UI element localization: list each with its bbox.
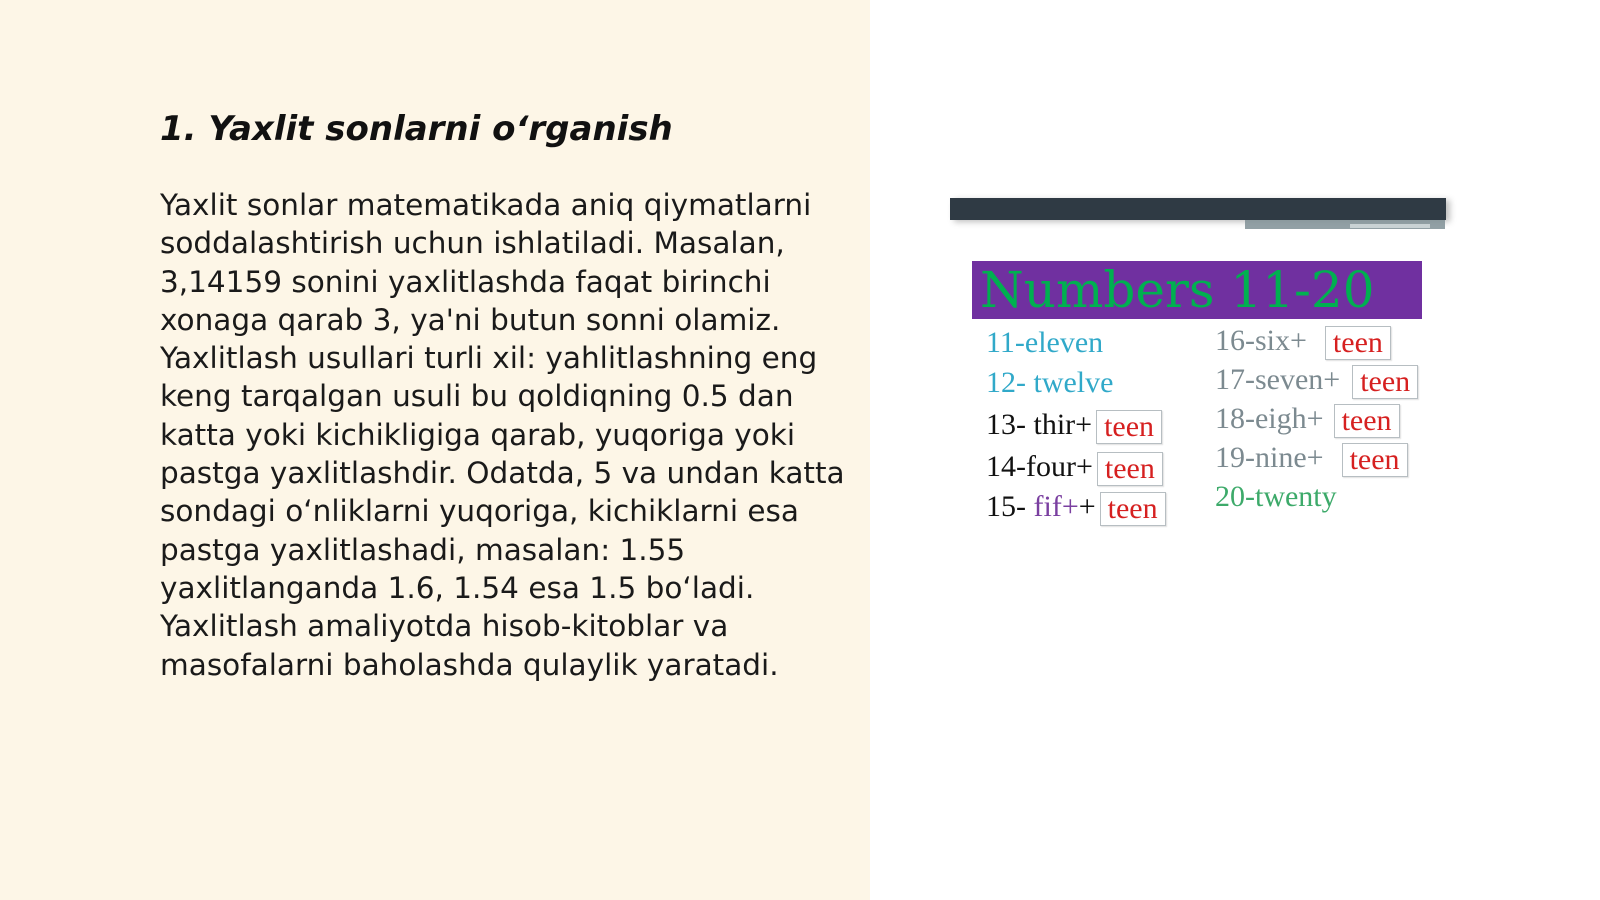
number-label: 18-eigh+ (1215, 402, 1324, 435)
teen-suffix-box: teen (1097, 452, 1163, 486)
numbers-figure (950, 198, 1452, 550)
number-label: 17-seven+ (1215, 363, 1341, 396)
number-row-17 (1215, 363, 1418, 399)
number-label: 14- (986, 450, 1026, 483)
number-row-13 (986, 408, 1162, 444)
slide-body-text: Yaxlit sonlar matematikada aniq qiymatlarni soddalashtirish uchun ishlatiladi. Masalan, 3,14159 sonini yaxlitlashda faqat birinchi xonaga qarab 3, ya'ni butun sonni olamiz. Yaxlitlash usullari turli xil: yahlitlashning eng keng tarqalgan usuli bu qoldiqning 0.5 dan katta yoki kichikligiga qarab, yuqoriga yoki pastga yaxlitlashdir. Odatda, 5 va undan katta sondagi o‘nliklarni yuqoriga, kichiklarni esa pastga yaxlitlashadi, masalan: 1.55 yaxlitlanganda 1.6, 1.54 esa 1.5 bo‘ladi. Yaxlitlash amaliyotda hisob-kitoblar va masofalarni baholashda qulaylik yaratadi. (160, 188, 845, 682)
number-label: 13- (986, 408, 1034, 441)
number-label: 20-twenty (1215, 480, 1337, 513)
number-stem: thir+ (1033, 408, 1093, 441)
number-row-12 (986, 366, 1113, 400)
number-row-15: 15- fif++ teen (986, 490, 1166, 526)
number-row-20 (1215, 480, 1337, 514)
number-label: 11-eleven (986, 326, 1104, 359)
teen-suffix-box: teen (1096, 410, 1162, 444)
number-row-16 (1215, 324, 1391, 360)
teen-suffix-box: teen (1325, 326, 1391, 360)
figure-accent-bar-light (1350, 224, 1430, 228)
number-label: 16-six+ (1215, 324, 1307, 357)
number-label: 19-nine+ (1215, 441, 1324, 474)
number-stem: four+ (1026, 450, 1093, 483)
teen-suffix-box: teen (1352, 365, 1418, 399)
numbers-banner: Numbers 11-20 (972, 261, 1422, 319)
teen-suffix-box: teen (1100, 492, 1166, 526)
slide-title: 1. Yaxlit sonlarni o‘rganish (160, 109, 673, 149)
number-label: 12- twelve (986, 366, 1114, 399)
figure-header-bar (950, 198, 1446, 220)
number-stem: fif+ (1033, 490, 1079, 523)
number-row-14 (986, 450, 1163, 486)
teen-suffix-box: teen (1334, 404, 1400, 438)
number-label: 15- (986, 490, 1034, 523)
number-row-19 (1215, 441, 1408, 477)
teen-suffix-box: teen (1342, 443, 1408, 477)
number-row-18 (1215, 402, 1400, 438)
number-row-11 (986, 326, 1103, 360)
